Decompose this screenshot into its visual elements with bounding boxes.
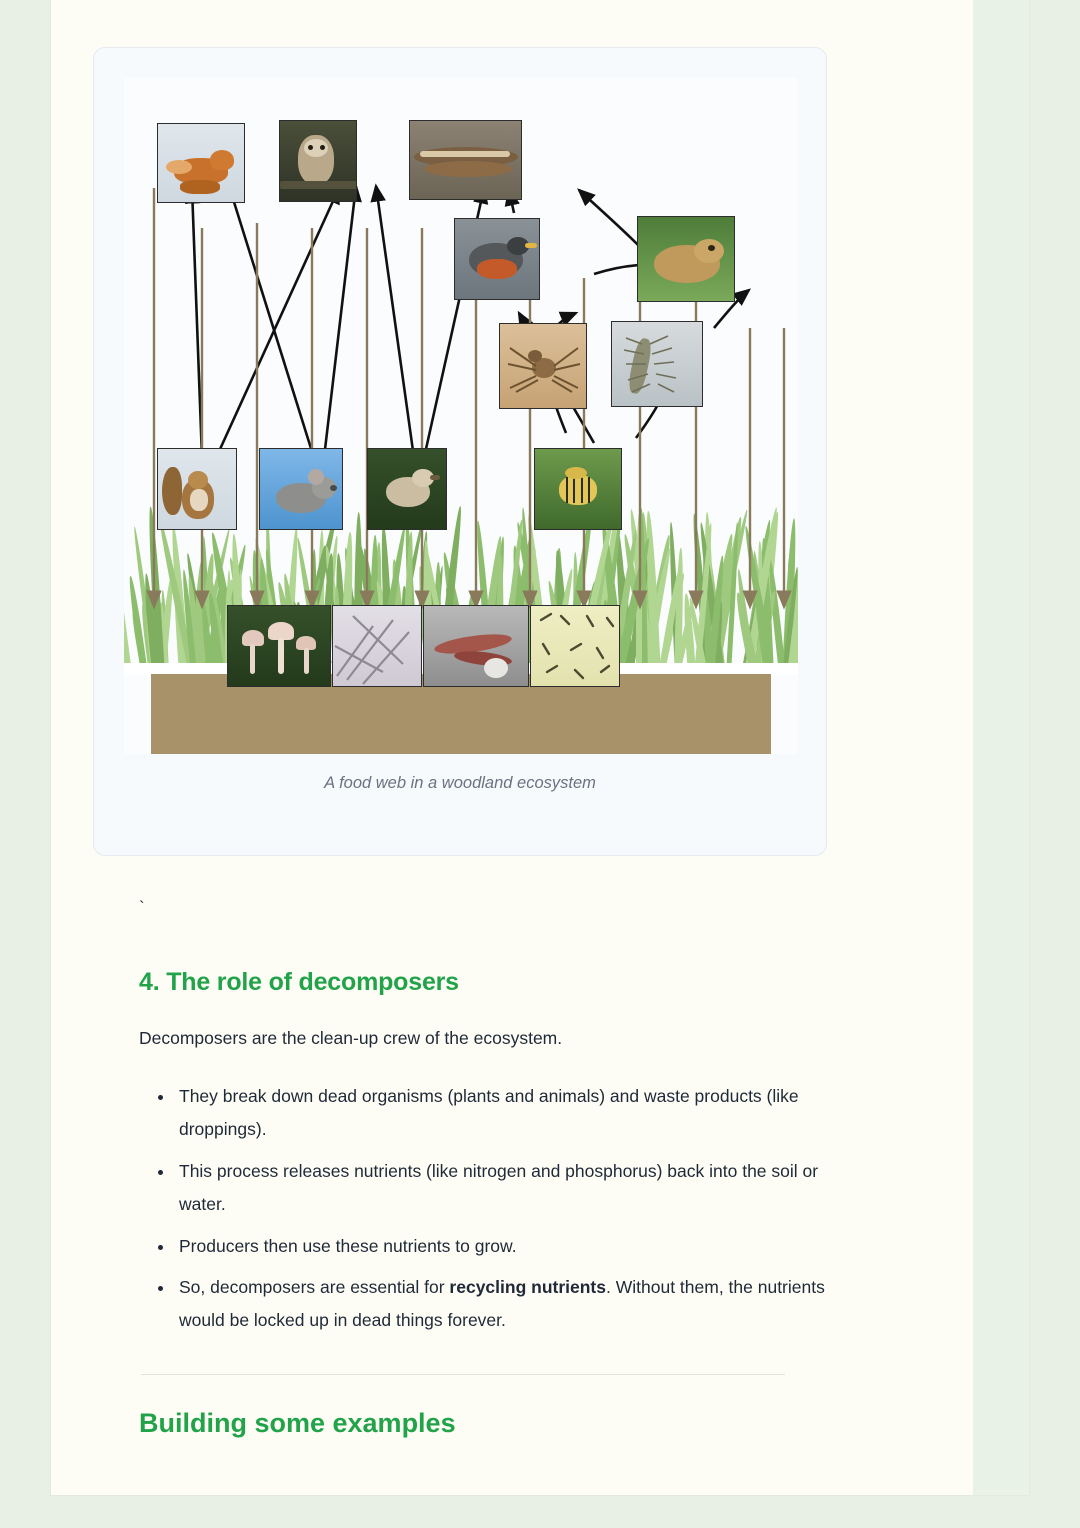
figure-card: [93, 47, 827, 856]
list-item: [175, 1271, 845, 1337]
list-item: [175, 1155, 845, 1221]
organism-photo-robin: [454, 218, 540, 300]
organism-photo-owl: [279, 120, 357, 202]
organism-photo-sparrow: [367, 448, 447, 530]
heading-building-some-examples: Building some examples: [139, 1408, 456, 1438]
bullet-text: This process releases nutrients (like nitrogen and phosphorus) back into the soil or water.: [179, 1160, 819, 1214]
page-right-band: [973, 0, 1029, 1495]
food-web-scene: [124, 78, 798, 754]
section-lead-paragraph: Decomposers are the clean-up crew of the ecosystem.: [139, 1028, 563, 1048]
organism-photo-mouse: [259, 448, 343, 530]
organism-photo-mushrooms: [227, 605, 331, 687]
list-item: [175, 1080, 845, 1146]
organism-photo-toad: [637, 216, 735, 302]
organism-photo-bacteria: [530, 605, 620, 687]
bullet-text: Producers then use these nutrients to grow.: [179, 1235, 517, 1256]
bullet-text: . Without them, the nutrients would be locked up in dead things forever.: [179, 1277, 825, 1331]
document-page: [51, 0, 1029, 1495]
emphasis-text: recycling nutrients: [449, 1277, 606, 1298]
organism-photo-fox: [157, 123, 245, 203]
organism-photo-squirrel: [157, 448, 237, 530]
organism-photo-centipede: [611, 321, 703, 407]
section-heading-decomposers: 4. The role of decomposers: [139, 968, 459, 996]
figure-caption: A food web in a woodland ecosystem: [324, 774, 596, 792]
stray-backtick: `: [139, 898, 145, 917]
bullet-text: So, decomposers are essential for: [179, 1277, 450, 1298]
organism-photo-spider: [499, 323, 587, 409]
organism-photo-earthworm: [423, 605, 529, 687]
organism-photo-snake: [409, 120, 522, 200]
list-item: [175, 1230, 845, 1263]
section-divider: [141, 1374, 785, 1375]
food-web-diagram: [124, 78, 798, 754]
organism-photo-beetle: [534, 448, 622, 530]
organism-photo-fungal-hyphae: [332, 605, 422, 687]
decomposer-bullet-list: [145, 1080, 845, 1346]
bullet-text: They break down dead organisms (plants and animals) and waste products (like droppings).: [179, 1086, 799, 1139]
